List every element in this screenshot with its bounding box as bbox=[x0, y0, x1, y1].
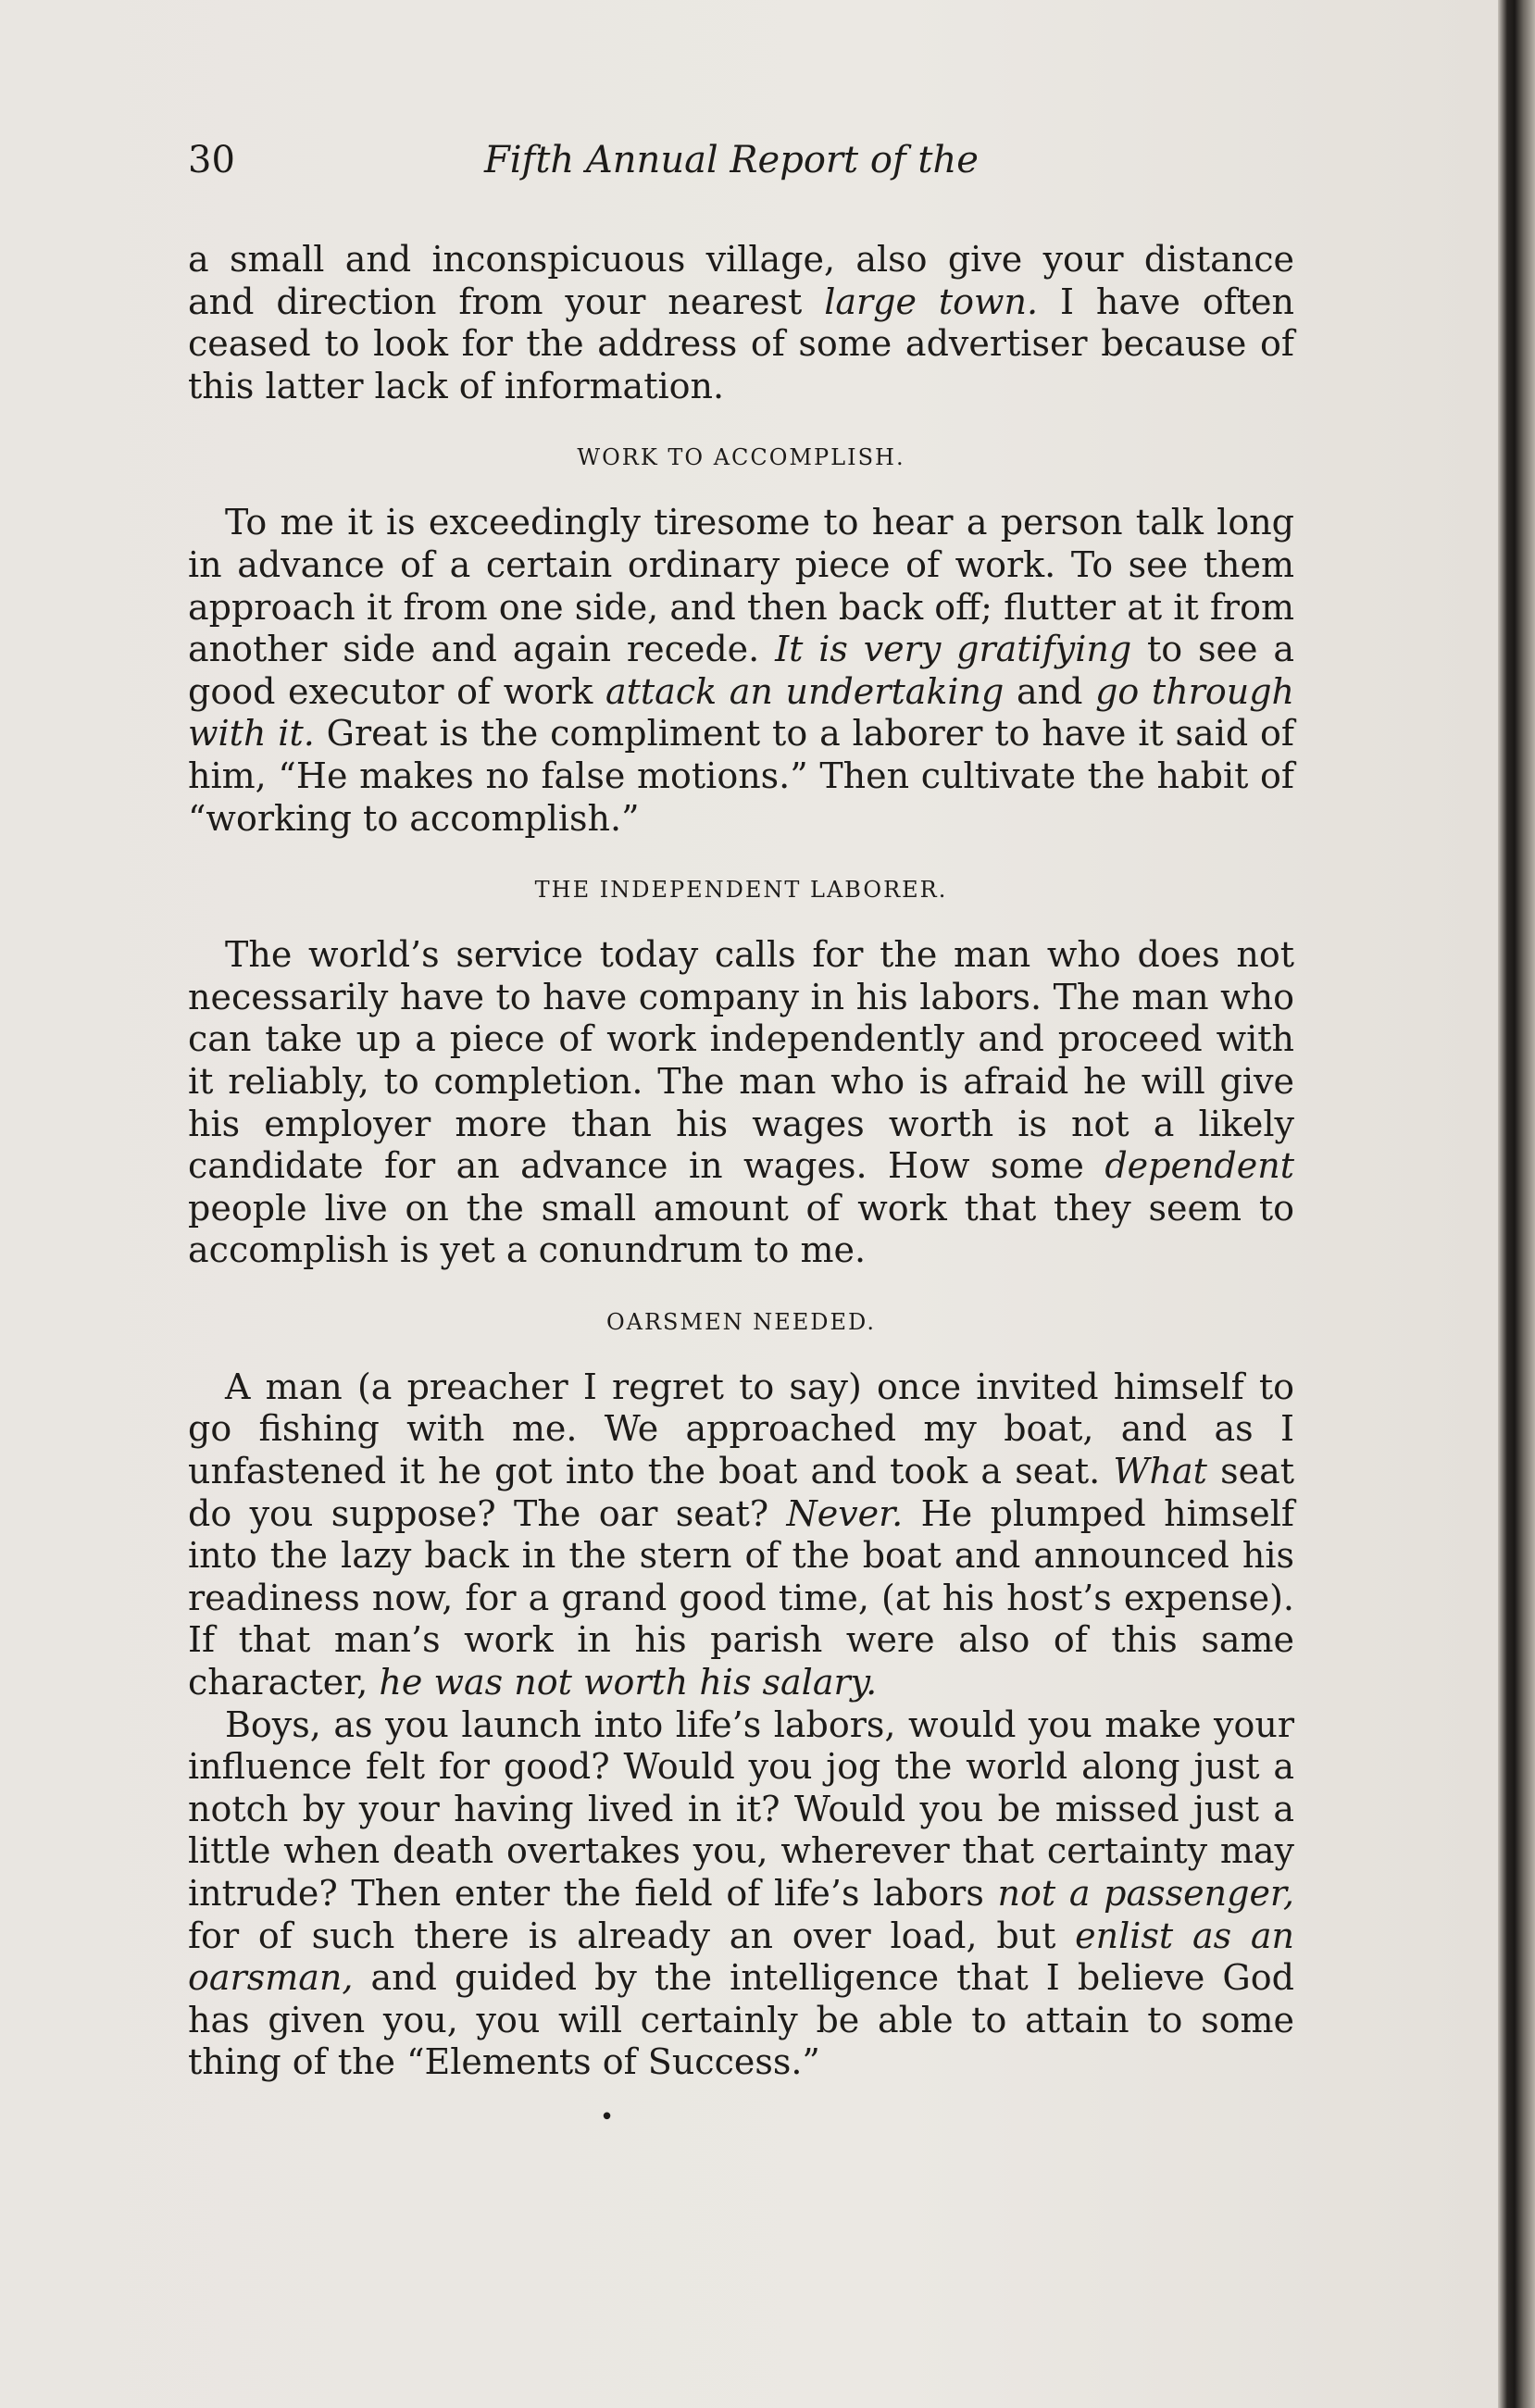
paragraph-work bbox=[188, 502, 1294, 840]
emphasis-run: enlist as an oarsman, bbox=[188, 1915, 1295, 1999]
section-heading-work: WORK TO ACCOMPLISH. bbox=[577, 444, 905, 471]
text-run: people live on the small amount of work that they seem to accomplish is yet a conundrum to me. bbox=[188, 1187, 1294, 1271]
paragraph-oarsmen-2 bbox=[188, 1704, 1294, 2084]
text-run: To me it is exceedingly tiresome to hear a person talk long in advance of a certain ordinary piece of work. To see them approach it from one side, and then back off; flutter at it from another side and again recede. bbox=[188, 502, 1294, 670]
intro-emphasis: large town. bbox=[824, 281, 1039, 322]
text-run: to see a good executor of work bbox=[188, 629, 1294, 712]
paragraph-oarsmen-1 bbox=[188, 1366, 1294, 1704]
text-run: A man (a preacher I regret to say) once invited himself to go fishing with me. We approached my boat, and as I unfastened it he got into the boat and took a seat. bbox=[188, 1366, 1294, 1492]
intro-text-2: I have often ceased to look for the address of some advertiser because of this latter lack of information. bbox=[188, 281, 1294, 406]
footer-mark: • bbox=[599, 2102, 615, 2131]
body-text bbox=[188, 239, 1294, 2140]
emphasis-run: he was not worth his salary. bbox=[379, 1662, 878, 1703]
emphasis-run: go through with it. bbox=[188, 670, 1294, 755]
paragraph-independent bbox=[188, 934, 1294, 1272]
intro-paragraph bbox=[188, 239, 1294, 407]
running-head: Fifth Annual Report of the bbox=[484, 139, 979, 181]
text-run: Boys, as you launch into life’s labors, would you make your influence felt for good? Would you jog the world along just a notch by your having lived in it? Would you be missed just a little when death overtakes you, wherever that certainty may intrude? Then enter the field of life’s labors bbox=[188, 1703, 1294, 1914]
emphasis-run: not a passenger, bbox=[997, 1873, 1294, 1914]
emphasis-run: It is very gratifying bbox=[775, 629, 1132, 670]
text-run: He plumped himself into the lazy back in the stern of the boat and announced his readiness now, for a grand good time, (at his host’s expense). If that man’s work in his parish were also of this same character, bbox=[188, 1492, 1294, 1703]
page-header bbox=[188, 139, 1299, 194]
emphasis-run: What bbox=[1113, 1451, 1207, 1492]
section-heading-oarsmen: OARSMEN NEEDED. bbox=[605, 1308, 877, 1335]
text-run: seat do you suppose? The oar seat? bbox=[188, 1451, 1294, 1534]
text-run: and guided by the intelligence that I believe God has given you, you will certainly be able to attain to some thing of the “Elements of Success.” bbox=[188, 1957, 1294, 2083]
text-run: and bbox=[1004, 670, 1096, 712]
text-run: Great is the compliment to a laborer to have it said of him, “He makes no false motions.” Then cultivate the habit of “working to accomplish.” bbox=[188, 713, 1294, 839]
text-run: for of such there is already an over load, but bbox=[188, 1915, 1076, 1956]
emphasis-run: Never. bbox=[786, 1492, 904, 1534]
emphasis-run: attack an undertaking bbox=[605, 670, 1005, 712]
emphasis-run: dependent bbox=[1104, 1145, 1294, 1187]
page-number: 30 bbox=[188, 139, 235, 181]
intro-text-1: a small and inconspicuous village, also give your distance and direction from your nearest bbox=[188, 239, 1294, 322]
book-binding-edge bbox=[1498, 0, 1535, 2408]
text-run: The world’s service today calls for the man who does not necessarily have to have company in his labors. The man who can take up a piece of work independently and proceed with it reliably, to completion. The man who is afraid he will give his employer more than his wages worth is not a likely candidate for an advance in wages. How some bbox=[188, 934, 1294, 1187]
section-heading-independent: THE INDEPENDENT LABORER. bbox=[534, 877, 948, 904]
